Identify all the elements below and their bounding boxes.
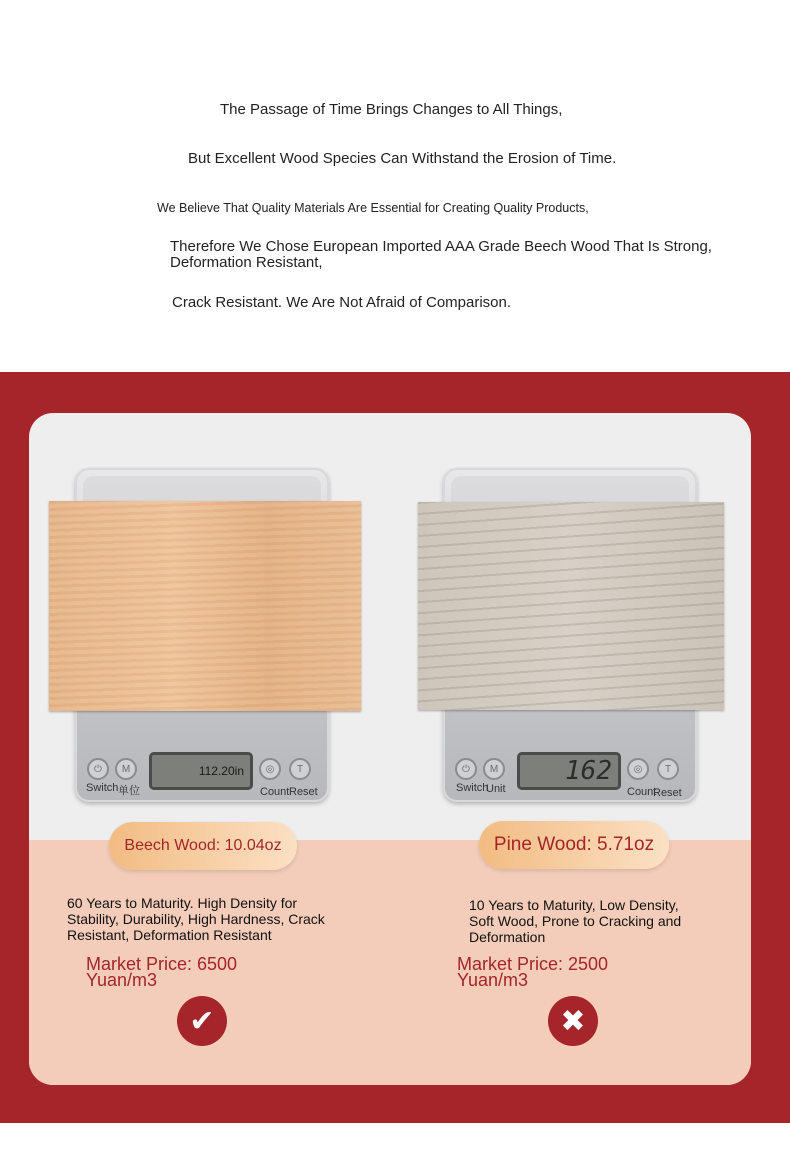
count-label: Count [260, 786, 290, 798]
pine-description: 10 Years to Maturity, Low Density, Soft Wood, Prone to Cracking and Deformation [469, 897, 682, 945]
intro-line-3: We Believe That Quality Materials Are Essential for Creating Quality Products, [157, 201, 589, 215]
intro-line-5: Crack Resistant. We Are Not Afraid of Comparison. [172, 294, 512, 311]
mode-icon: M [115, 758, 137, 780]
count-icon: ◎ [627, 758, 649, 780]
comparison-card [29, 413, 751, 1085]
reset-label: Reset [289, 786, 318, 798]
intro-line-1: The Passage of Time Brings Changes to All Things, [220, 101, 563, 118]
pine-price: Market Price: 2500 Yuan/m3 [457, 954, 609, 990]
pine-wood-sample [418, 502, 724, 710]
tare-icon: T [289, 758, 311, 780]
mode-icon: M [483, 758, 505, 780]
beech-weight-label: Beech Wood: 10.04oz [124, 837, 282, 854]
tare-icon: T [657, 758, 679, 780]
switch-label: Switch [86, 782, 119, 794]
intro-section [0, 0, 790, 372]
pine-weight-badge [479, 821, 669, 869]
beech-price: Market Price: 6500 Yuan/m3 [86, 954, 238, 990]
beech-weight-badge [109, 822, 297, 870]
unit-label: Unit [486, 783, 506, 795]
intro-line-4: Therefore We Chose European Imported AAA Grade Beech Wood That Is Strong, Deformation Resistant, [170, 238, 712, 271]
cross-icon: ✖ [548, 996, 598, 1046]
check-icon: ✔ [177, 996, 227, 1046]
reset-label: Reset [653, 787, 682, 799]
switch-label: Switch [456, 782, 489, 794]
beech-description: 60 Years to Maturity. High Density for Stability, Durability, High Hardness, Crack Resistant, Deformation Resistant [67, 895, 325, 943]
pine-weight-label: Pine Wood: 5.71oz [493, 834, 655, 855]
power-icon: ⏻ [87, 758, 109, 780]
count-icon: ◎ [259, 758, 281, 780]
power-icon: ⏻ [455, 758, 477, 780]
unit-label: 单位 [118, 785, 140, 797]
pine-scale-display: 162 [517, 752, 621, 790]
count-label: Count [627, 786, 657, 798]
intro-line-2: But Excellent Wood Species Can Withstand the Erosion of Time. [188, 150, 617, 167]
beech-wood-sample [49, 501, 361, 711]
beech-scale-display: 112.20in [149, 752, 253, 790]
